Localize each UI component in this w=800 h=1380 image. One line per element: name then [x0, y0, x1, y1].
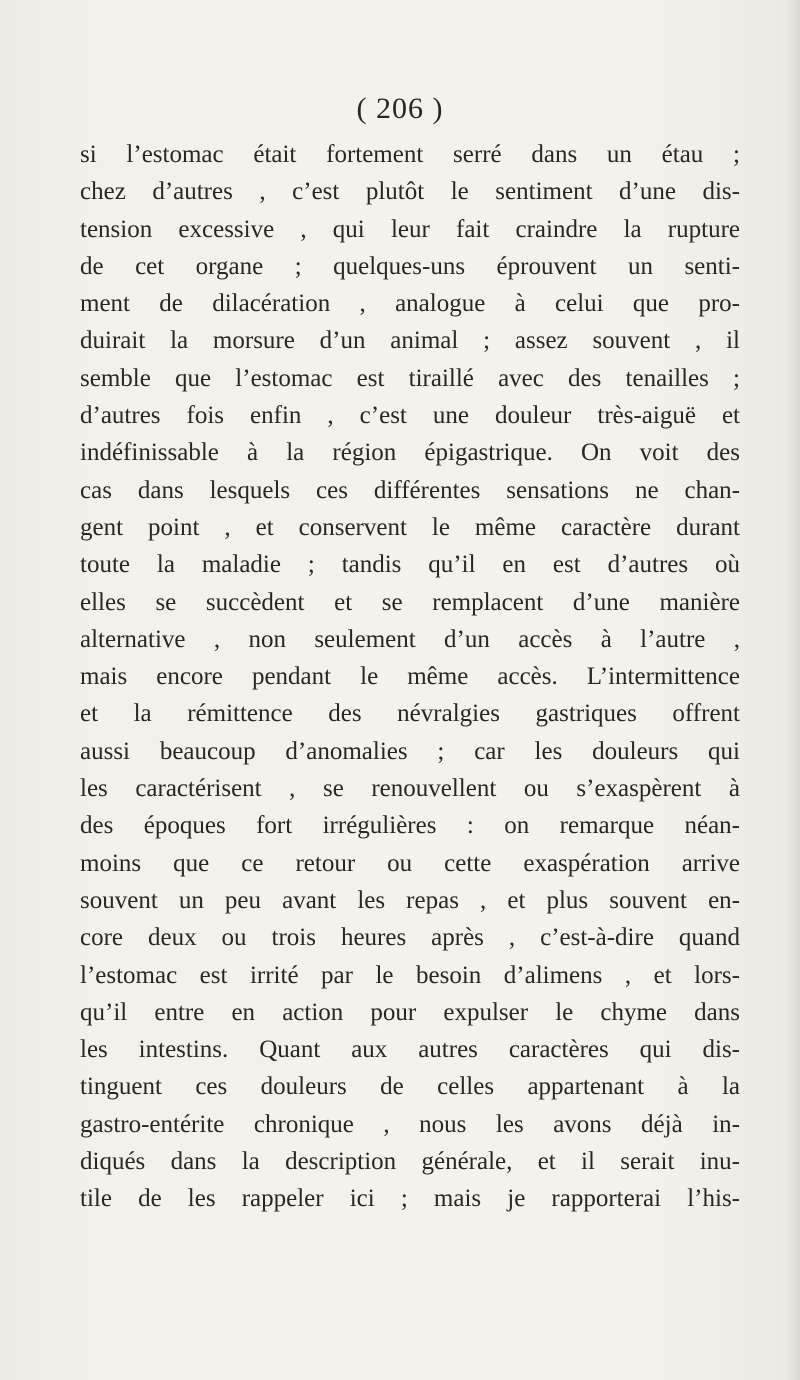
text-line: les intestins. Quant aux autres caractères qui dis- — [80, 1036, 740, 1064]
text-line: gent point , et conservent le même caractère durant — [80, 513, 740, 541]
text-line: ment de dilacération , analogue à celui que pro- — [80, 290, 740, 318]
text-line: cas dans lesquels ces différentes sensations ne chan- — [80, 476, 740, 504]
text-line: moins que ce retour ou cette exaspération arrive — [80, 849, 740, 877]
text-line: si l’estomac était fortement serré dans un étau ; — [80, 141, 740, 168]
text-line: aussi beaucoup d’anomalies ; car les douleurs qui — [80, 737, 740, 765]
page-number: ( 206 ) — [356, 92, 444, 125]
text-line: elles se succèdent et se remplacent d’une manière — [80, 588, 740, 616]
page-edge-shadow — [786, 0, 800, 1380]
text-line: tension excessive , qui leur fait craindre la rupture — [80, 215, 740, 243]
text-line: l’estomac est irrité par le besoin d’alimens , et lors- — [80, 961, 740, 989]
text-line: duirait la morsure d’un animal ; assez souvent , il — [80, 327, 740, 355]
text-line: chez d’autres , c’est plutôt le sentiment d’une dis- — [80, 178, 740, 206]
text-line: qu’il entre en action pour expulser le chyme dans — [80, 998, 740, 1026]
text-line: indéfinissable à la région épigastrique. On voit des — [80, 439, 740, 467]
text-line: core deux ou trois heures après , c’est-à-dire quand — [80, 924, 740, 952]
text-line: gastro-entérite chronique , nous les avons déjà in- — [80, 1110, 740, 1138]
text-line: souvent un peu avant les repas , et plus souvent en- — [80, 886, 740, 914]
text-line: diqués dans la description générale, et il serait inu- — [80, 1148, 740, 1176]
text-line: toute la maladie ; tandis qu’il en est d’autres où — [80, 551, 740, 579]
text-line: semble que l’estomac est tiraillé avec des tenailles ; — [80, 364, 740, 392]
text-line: tile de les rappeler ici ; mais je rapporterai l’his- — [80, 1185, 740, 1213]
text-line: de cet organe ; quelques-uns éprouvent un senti- — [80, 252, 740, 280]
text-line: tinguent ces douleurs de celles appartenant à la — [80, 1073, 740, 1101]
text-line: mais encore pendant le même accès. L’intermittence — [80, 663, 740, 691]
text-line: alternative , non seulement d’un accès à l’autre , — [80, 625, 740, 653]
text-line: et la rémittence des névralgies gastriques offrent — [80, 700, 740, 728]
text-line: d’autres fois enfin , c’est une douleur très-aiguë et — [80, 402, 740, 430]
text-line: des époques fort irrégulières : on remarque néan- — [80, 812, 740, 840]
text-line: les caractérisent , se renouvellent ou s’exaspèrent à — [80, 775, 740, 803]
body-text — [80, 136, 740, 1218]
